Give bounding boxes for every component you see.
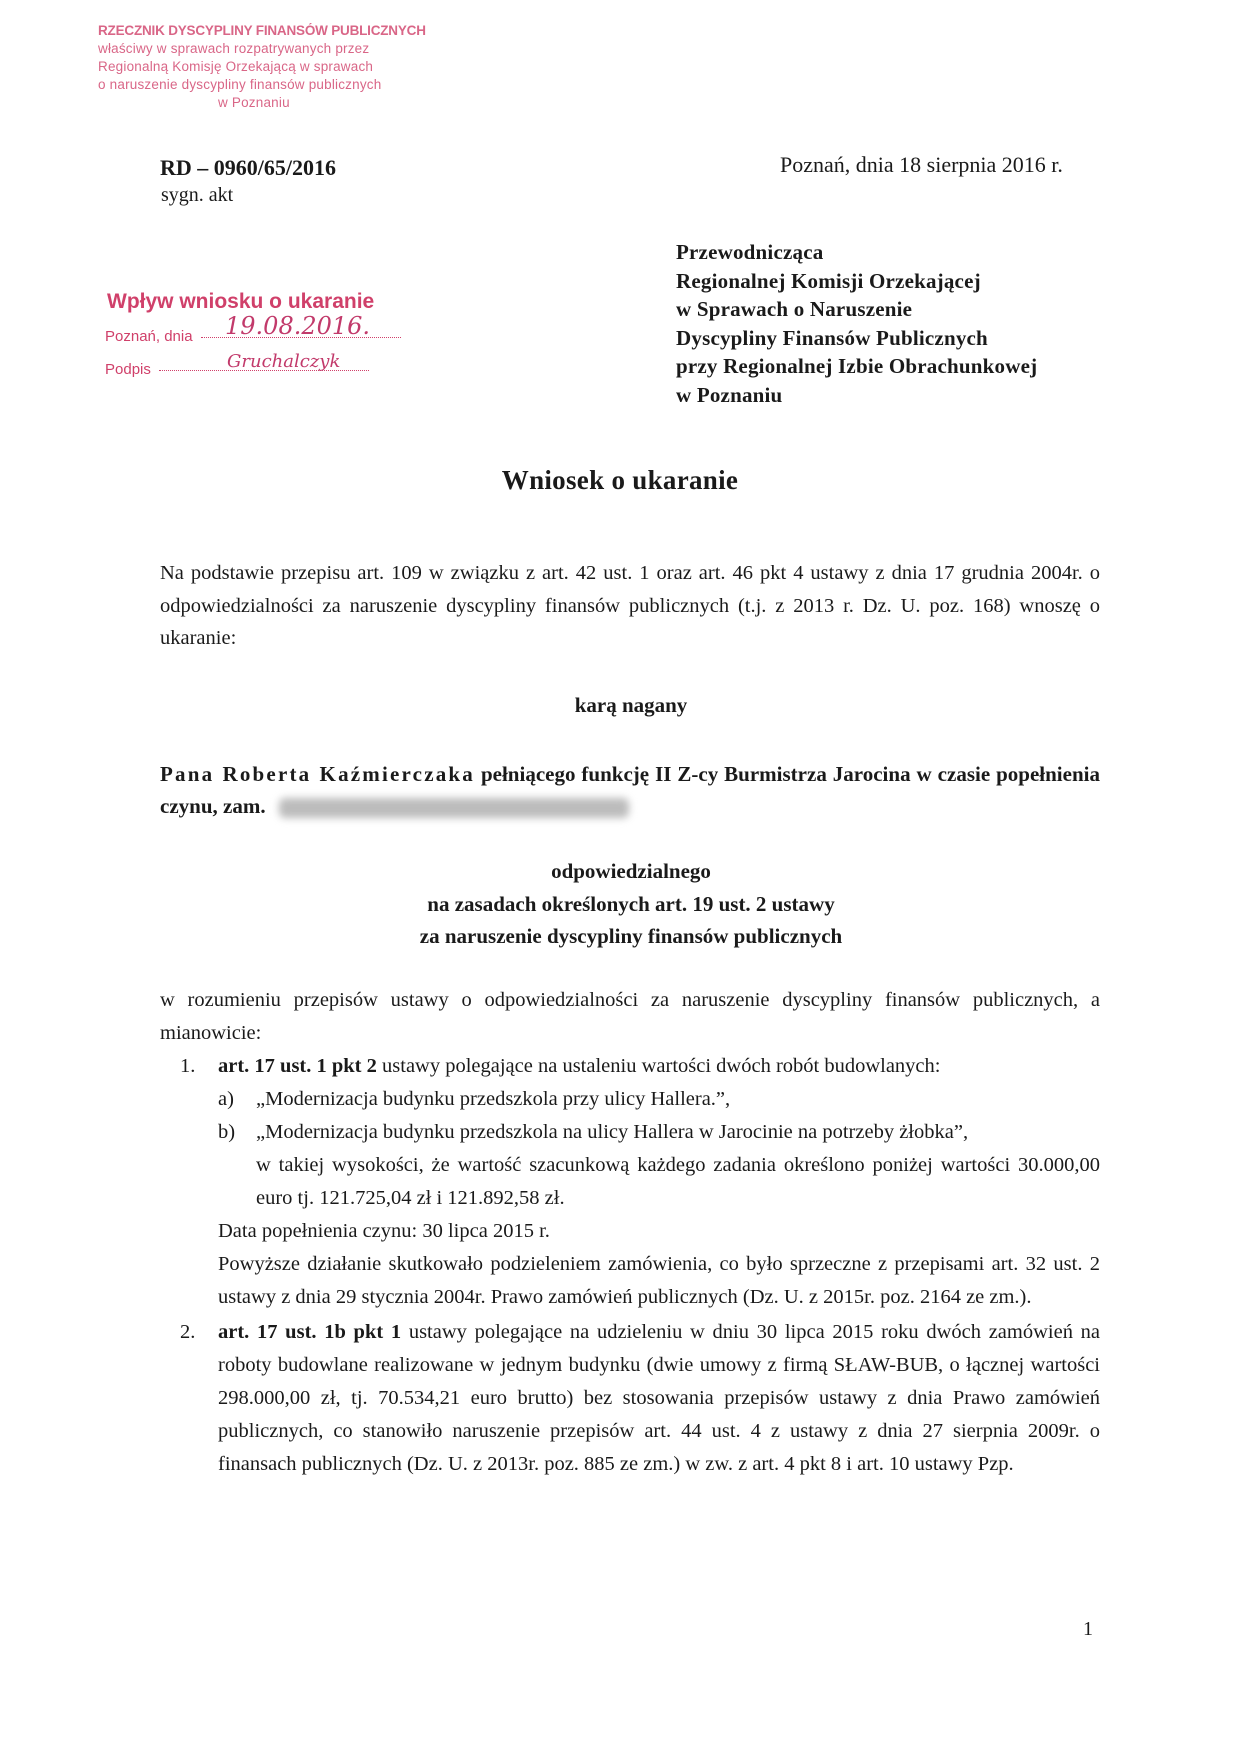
person-description: pełniącego funkcję II Z-cy Burmistrza Jarocina w czasie popełnienia czynu, zam. [160, 762, 1100, 818]
document-title: Wniosek o ukaranie [501, 465, 739, 495]
receipt-signature-row [105, 351, 405, 378]
handwritten-signature: Gruchalczyk [227, 351, 341, 372]
item-text: ustawy polegające na ustaleniu wartości dwóch robót budowlanych: [376, 1055, 941, 1077]
stamp-line: o naruszenie dyscypliny finansów publicznych [98, 77, 382, 92]
item-continuation: w takiej wysokości, że wartość szacunkową każdego zadania określono poniżej wartości 30.000,00 euro tj. 121.725,04 zł i 121.892,58 zł. [256, 1154, 1100, 1209]
reference-label: sygn. akt [161, 184, 234, 206]
receipt-signature-label: Podpis [105, 361, 151, 378]
stamp-line: RZECZNIK DYSCYPLINY FINANSÓW PUBLICZNYCH [98, 23, 426, 38]
receipt-stamp [105, 290, 405, 378]
sub-item-letter: b) [218, 1121, 236, 1143]
addressee-line: w Poznaniu [676, 382, 783, 407]
item-article: art. 17 ust. 1 pkt 2 [218, 1055, 377, 1077]
sub-item [218, 1116, 1100, 1149]
addressee-line: Dyscypliny Finansów Publicznych [676, 325, 988, 350]
intro-paragraph: Na podstawie przepisu art. 109 w związku z art. 42 ust. 1 oraz art. 46 pkt 4 ustawy z dnia 17 grudnia 2004r. o odpowiedzialności za naruszenie dyscypliny finansów publicznych (t.j. z 2013 r. Dz. U. poz. 168) wnoszę o ukaranie: [160, 562, 1100, 649]
stamp-line: w Poznaniu [218, 95, 290, 110]
addressee-line: Przewodnicząca [676, 240, 824, 264]
person-name: Pana Roberta Kaźmierczaka [160, 762, 475, 786]
reference-number: RD – 0960/65/2016 [160, 155, 336, 180]
item-article: art. 17 ust. 1b pkt 1 [218, 1321, 402, 1343]
item-effect: Powyższe działanie skutkowało podzieleniem zamówienia, co było sprzeczne z przepisami art. 32 ust. 2 ustawy z dnia 29 stycznia 2004r. Prawo zamówień publicznych (Dz. U. z 2015r. poz. 2164 ze zm.). [218, 1253, 1100, 1308]
meaning-paragraph: w rozumieniu przepisów ustawy o odpowiedzialności za naruszenie dyscypliny finansów publicznych, a mianowicie: [160, 989, 1100, 1044]
sub-item-letter: a) [218, 1088, 234, 1110]
redacted-address [279, 798, 629, 818]
sub-item-text: „Modernizacja budynku przedszkola na ulicy Hallera w Jarocinie na potrzeby żłobka”, [256, 1121, 969, 1143]
stamp-line: Regionalną Komisję Orzekającą w sprawach [98, 59, 374, 74]
accused-person [160, 758, 1100, 822]
list-item [160, 1050, 1100, 1314]
item-number: 1. [180, 1055, 196, 1077]
responsibility-line: odpowiedzialnego [551, 859, 711, 883]
receipt-date-label: Poznań, dnia [105, 328, 193, 345]
violations-list [160, 1050, 1100, 1481]
item-date: Data popełnienia czynu: 30 lipca 2015 r. [218, 1220, 550, 1242]
sub-item [218, 1083, 1100, 1116]
document-date: Poznań, dnia 18 sierpnia 2016 r. [780, 152, 1063, 177]
receipt-stamp-title: Wpływ wniosku o ukaranie [107, 290, 375, 313]
addressee-line: Regionalnej Komisji Orzekającej [676, 268, 981, 293]
item-text: ustawy polegające na udzieleniu w dniu 30 lipca 2015 roku dwóch zamówień na roboty budowlane realizowane w jednym budynku (dwie umowy z firmą SŁAW-BUB, o łącznej wartości 298.000,00 zł, tj. 70.534,21 euro brutto) bez stosowania przepisów ustawy z dnia Prawo zamówień publicznych, co stanowiło naruszenie przepisów art. 44 ust. 4 z ustawy z dnia 27 sierpnia 2009r. o finansach publicznych (Dz. U. z 2013r. poz. 885 ze zm.) w zw. z art. 4 pkt 8 i art. 10 ustawy Pzp. [218, 1321, 1100, 1475]
addressee-line: przy Regionalnej Izbie Obrachunkowej [676, 354, 1038, 378]
addressee-block [676, 238, 1037, 409]
responsibility-line: na zasadach określonych art. 19 ust. 2 ustawy [427, 891, 835, 916]
addressee-line: w Sprawach o Naruszenie [676, 297, 913, 321]
responsibility-block [0, 855, 1240, 953]
handwritten-date: 19.08.2016. [225, 312, 371, 340]
page-number: 1 [1083, 1618, 1093, 1640]
penalty: karą nagany [574, 693, 688, 717]
stamp-line: właściwy w sprawach rozpatrywanych przez [98, 41, 370, 56]
list-item [160, 1316, 1100, 1481]
responsibility-line: za naruszenie dyscypliny finansów publicznych [419, 924, 843, 948]
rzecznik-stamp [98, 22, 438, 112]
item-number: 2. [180, 1321, 196, 1343]
receipt-date-row [105, 312, 405, 345]
sub-item-text: „Modernizacja budynku przedszkola przy ulicy Hallera.”, [256, 1088, 731, 1110]
